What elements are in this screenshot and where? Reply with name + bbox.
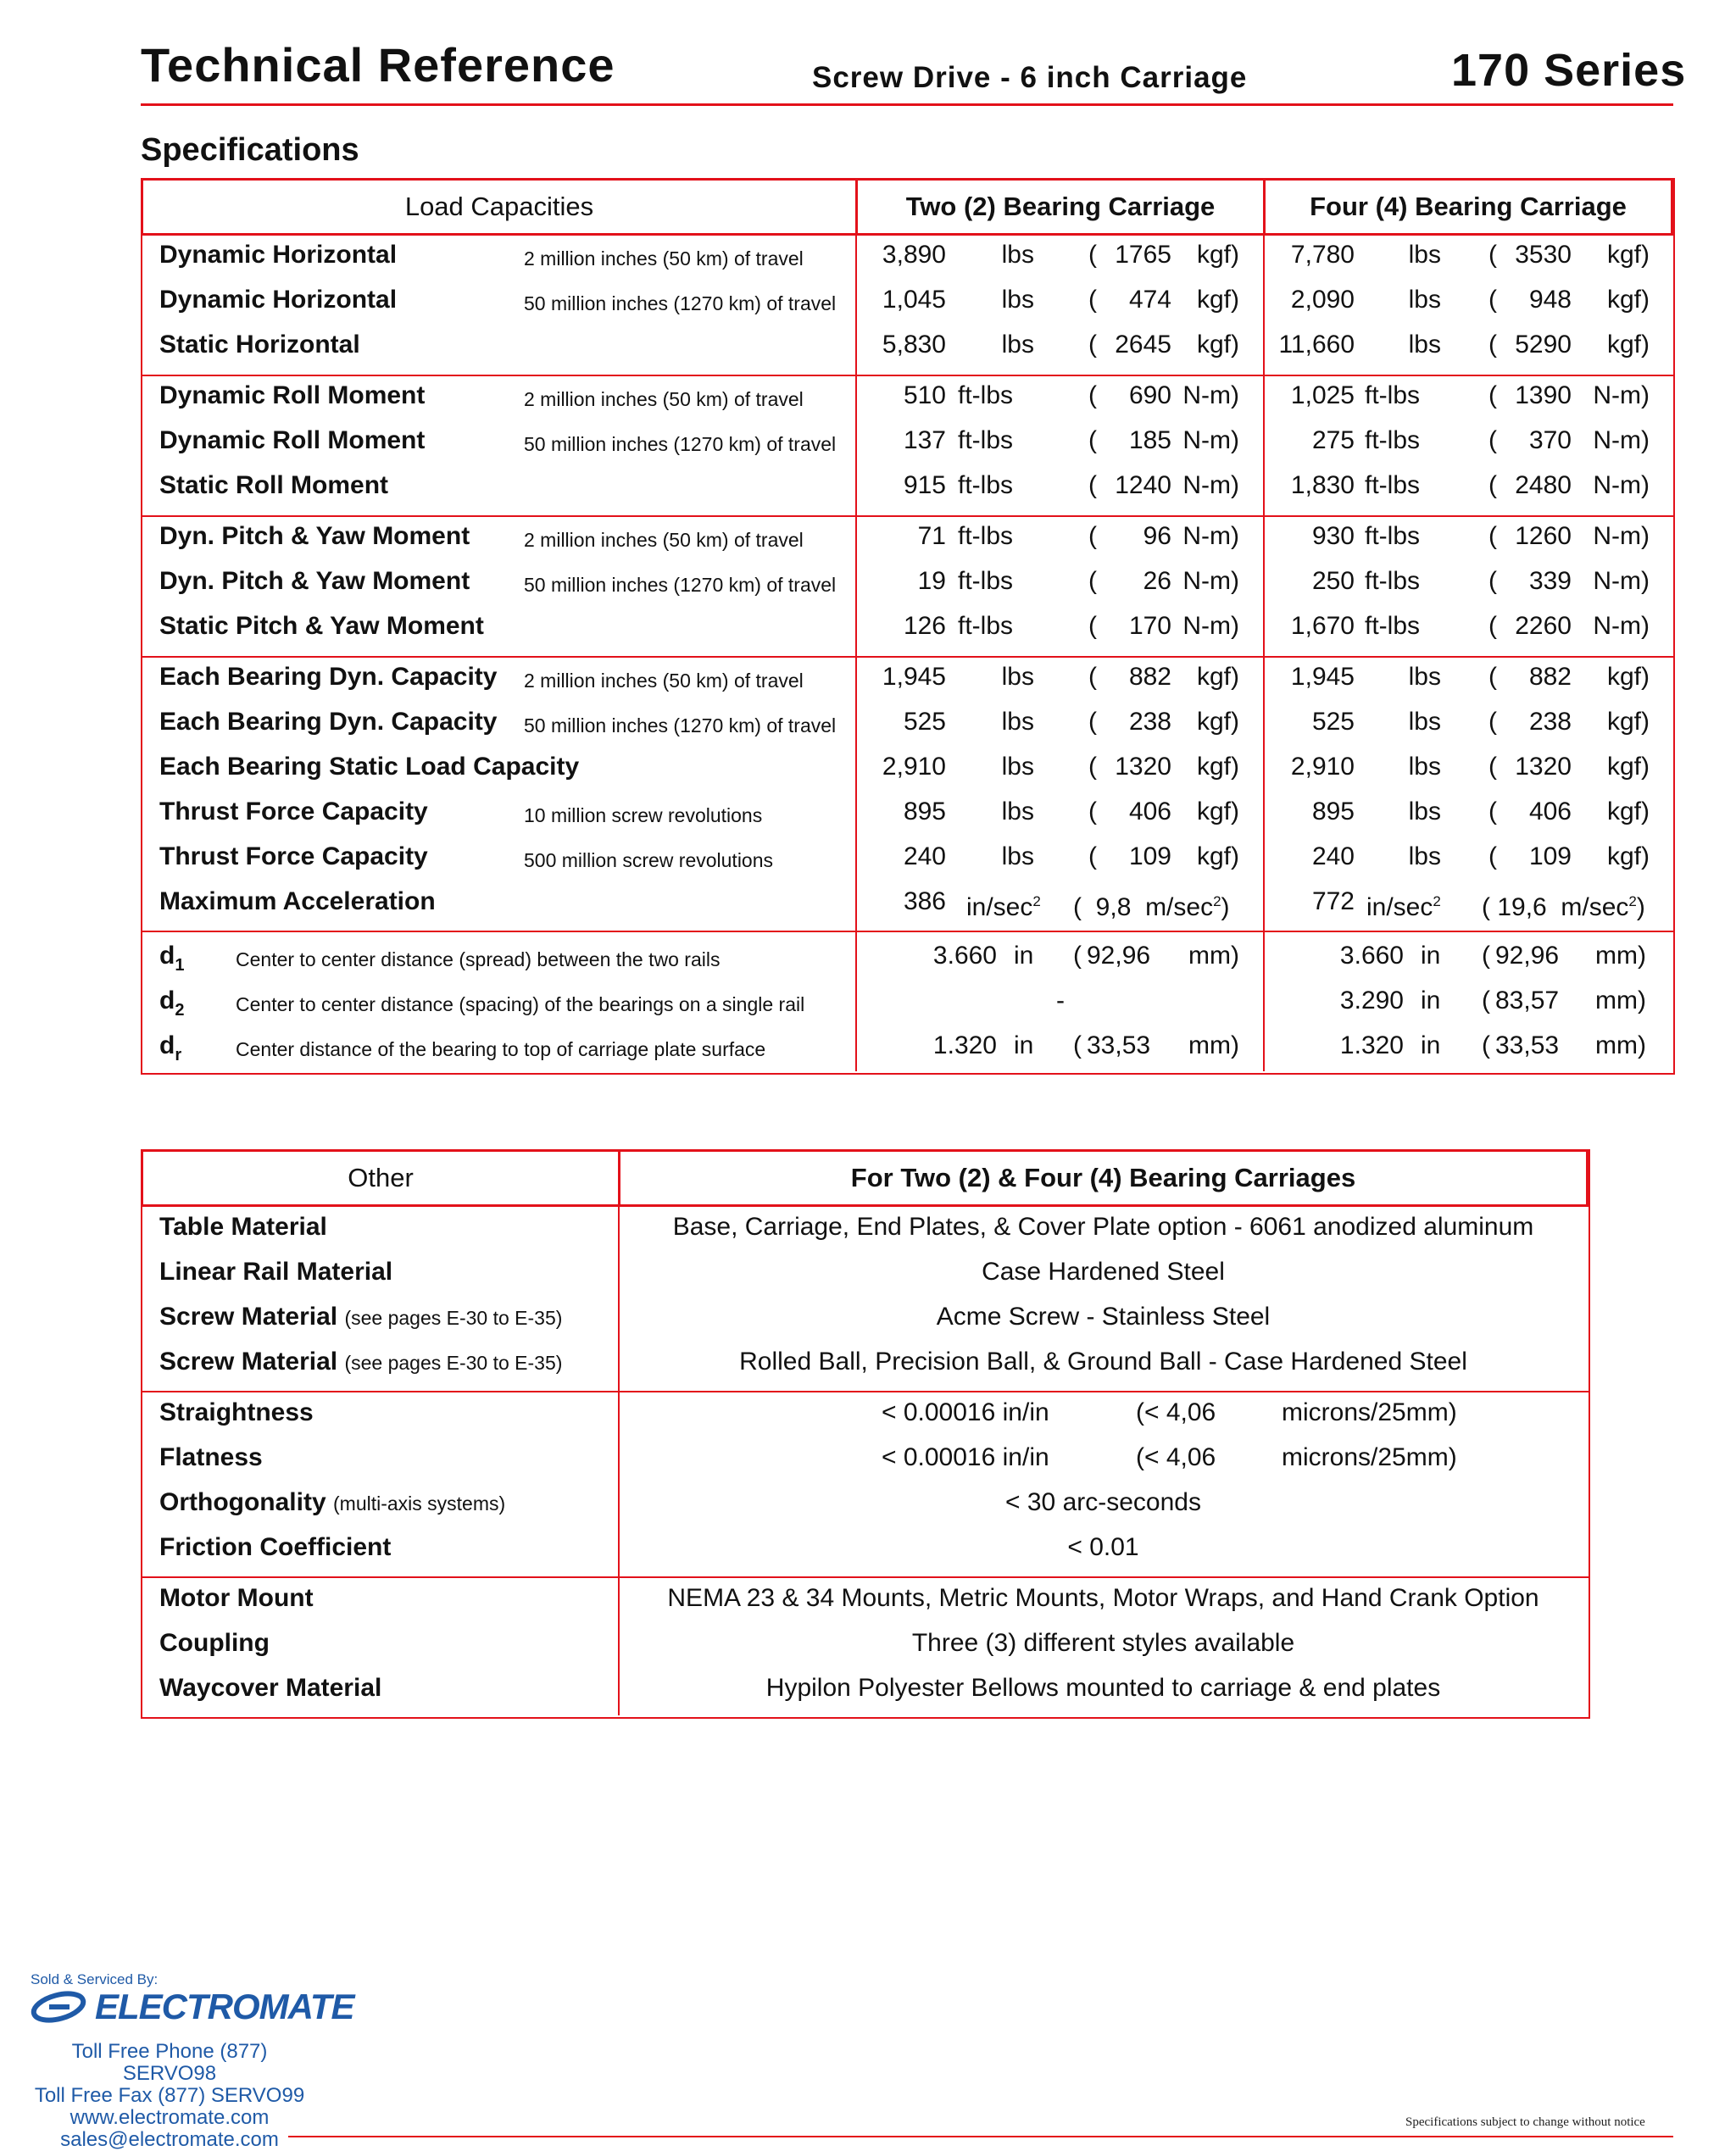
other-row-value: Hypilon Polyester Bellows mounted to carriage & end plates <box>765 1674 1441 1702</box>
other-value-metric-unit: microns/25mm) <box>1282 1443 1457 1471</box>
two-metric-value: 1240 <box>1115 471 1171 499</box>
dim-symbol: $d_1$ <box>159 942 185 975</box>
four-metric-unit: kgf) <box>1606 798 1650 825</box>
two-unit: $in/\sec^2$ <box>966 893 1041 921</box>
two-metric-unit: kgf) <box>1196 708 1239 736</box>
paren: ( <box>1488 663 1497 691</box>
contact-block <box>25 2041 314 2151</box>
two-metric-value: 882 <box>1128 663 1171 691</box>
row-label: Dynamic Roll Moment <box>159 426 426 454</box>
paren: ( <box>1088 522 1097 550</box>
other-row-label: Table Material <box>159 1213 327 1241</box>
other-value-metric: (< 4,06 <box>1136 1398 1216 1426</box>
other-row-label: Waycover Material <box>159 1674 382 1702</box>
divider <box>141 515 1673 517</box>
four-unit: ft-lbs <box>1365 381 1421 409</box>
paren: ( <box>1482 1031 1490 1059</box>
paren: ( <box>1488 381 1497 409</box>
paren: ( <box>1073 942 1082 970</box>
row-label: Static Roll Moment <box>159 471 389 499</box>
four-value: 3.660 <box>1339 942 1404 970</box>
two-metric-unit: kgf) <box>1196 241 1239 269</box>
four-value: 11,660 <box>1278 331 1355 358</box>
paren: ( <box>1088 753 1097 781</box>
four-value: 2,910 <box>1290 753 1355 781</box>
two-metric-unit: kgf) <box>1196 286 1239 314</box>
two-value: 895 <box>903 798 946 825</box>
two-metric-unit: N-m) <box>1182 522 1239 550</box>
two-metric-value: 170 <box>1128 612 1171 640</box>
row-label: Thrust Force Capacity <box>159 798 428 825</box>
four-value: 1,025 <box>1290 381 1355 409</box>
four-unit: in <box>1421 942 1441 970</box>
four-value: 250 <box>1311 567 1355 595</box>
two-metric-value: 26 <box>1143 567 1171 595</box>
other-row-label: Orthogonality (multi-axis systems) <box>159 1488 506 1516</box>
row-label: Dynamic Horizontal <box>159 241 398 269</box>
four-value: 930 <box>1311 522 1355 550</box>
header-rule <box>141 103 1673 106</box>
two-unit: lbs <box>1001 798 1034 825</box>
paren: ( <box>1488 471 1497 499</box>
two-metric-unit: kgf) <box>1196 842 1239 870</box>
paren: ( <box>1482 942 1490 970</box>
paren: ( <box>1088 241 1097 269</box>
four-unit: ft-lbs <box>1365 426 1421 454</box>
row-note: 50 million inches (1270 km) of travel <box>524 714 837 736</box>
four-value: 275 <box>1311 426 1355 454</box>
four-mm-unit: mm) <box>1595 942 1646 970</box>
row-label: Thrust Force Capacity <box>159 842 428 870</box>
paren: ( <box>1488 798 1497 825</box>
other-value-imperial: < 0.00016 in/in <box>882 1398 1049 1426</box>
four-metric-value: 882 <box>1528 663 1572 691</box>
four-metric-unit: kgf) <box>1606 286 1650 314</box>
two-value: 1,945 <box>882 663 946 691</box>
four-metric-value: 1320 <box>1515 753 1572 781</box>
row-label: Each Bearing Dyn. Capacity <box>159 663 498 691</box>
two-unit: ft-lbs <box>958 567 1014 595</box>
four-unit: ft-lbs <box>1365 567 1421 595</box>
two-unit: ft-lbs <box>958 522 1014 550</box>
two-unit: lbs <box>1001 241 1034 269</box>
other-row-value: NEMA 23 & 34 Mounts, Metric Mounts, Motor Wraps, and Hand Crank Option <box>667 1584 1539 1612</box>
page-title: Technical Reference <box>141 38 615 92</box>
four-metric-unit: kgf) <box>1606 241 1650 269</box>
four-unit: lbs <box>1408 842 1441 870</box>
other-row-value: Acme Screw - Stainless Steel <box>936 1303 1271 1331</box>
other-row-value: Base, Carriage, End Plates, & Cover Plate option - 6061 anodized aluminum <box>672 1213 1534 1241</box>
series-label: 170 Series <box>1451 45 1687 96</box>
paren: ( <box>1488 241 1497 269</box>
four-value: 895 <box>1311 798 1355 825</box>
two-value: 915 <box>903 471 946 499</box>
col-header-two: Two (2) Bearing Carriage <box>855 178 1266 236</box>
other-row-value: Rolled Ball, Precision Ball, & Ground Ball - Case Hardened Steel <box>739 1348 1467 1376</box>
email-link[interactable]: sales@electromate.com <box>60 2128 279 2151</box>
two-unit: lbs <box>1001 331 1034 358</box>
row-label: Maximum Acceleration <box>159 887 436 915</box>
four-unit: lbs <box>1408 798 1441 825</box>
four-unit: lbs <box>1408 663 1441 691</box>
two-dash: - <box>1056 987 1065 1014</box>
two-value: 525 <box>903 708 946 736</box>
row-label: Dyn. Pitch & Yaw Moment <box>159 522 470 550</box>
two-value: 1,045 <box>882 286 946 314</box>
two-metric: ( 9,8 $m/\sec^2$) <box>1073 893 1230 921</box>
four-unit: lbs <box>1408 241 1441 269</box>
paren: ( <box>1488 842 1497 870</box>
paren: ( <box>1488 286 1497 314</box>
dim-description: Center to center distance (spacing) of the bearings on a single rail <box>236 993 805 1015</box>
company-logo <box>31 1987 354 2027</box>
two-metric-unit: N-m) <box>1182 612 1239 640</box>
four-metric-unit: N-m) <box>1593 567 1650 595</box>
two-value: 71 <box>917 522 946 550</box>
row-label: Each Bearing Dyn. Capacity <box>159 708 498 736</box>
four-mm: 33,53 <box>1495 1031 1560 1059</box>
four-metric-value: 2260 <box>1515 612 1572 640</box>
two-value: 240 <box>903 842 946 870</box>
divider <box>141 1576 1589 1578</box>
two-metric-unit: kgf) <box>1196 753 1239 781</box>
paren: ( <box>1088 842 1097 870</box>
two-metric-value: 96 <box>1143 522 1171 550</box>
paren: ( <box>1482 987 1490 1014</box>
sold-by-label: Sold & Serviced By: <box>31 1971 159 1987</box>
other-row-label: Coupling <box>159 1629 270 1657</box>
two-value: 1.320 <box>932 1031 997 1059</box>
other-row-label: Motor Mount <box>159 1584 314 1612</box>
two-mm-unit: mm) <box>1188 1031 1239 1059</box>
four-metric-value: 370 <box>1528 426 1572 454</box>
other-row-label: Friction Coefficient <box>159 1533 392 1561</box>
row-note: 2 million inches (50 km) of travel <box>524 529 804 551</box>
four-mm-unit: mm) <box>1595 1031 1646 1059</box>
two-unit: lbs <box>1001 286 1034 314</box>
other-row-label: Screw Material (see pages E-30 to E-35) <box>159 1348 563 1376</box>
four-value: 1.320 <box>1339 1031 1404 1059</box>
row-label: Static Pitch & Yaw Moment <box>159 612 484 640</box>
two-unit: ft-lbs <box>958 471 1014 499</box>
four-value: 2,090 <box>1290 286 1355 314</box>
divider <box>141 931 1673 932</box>
two-metric-unit: N-m) <box>1182 471 1239 499</box>
divider <box>141 1391 1589 1392</box>
col-header-four: Four (4) Bearing Carriage <box>1263 178 1673 236</box>
row-note: 500 million screw revolutions <box>524 849 774 871</box>
paren: ( <box>1488 331 1497 358</box>
paren: ( <box>1088 708 1097 736</box>
divider <box>141 656 1673 658</box>
two-metric-unit: N-m) <box>1182 567 1239 595</box>
dim-symbol: $d_r$ <box>159 1031 182 1064</box>
other-row-label: Flatness <box>159 1443 263 1471</box>
row-note: 50 million inches (1270 km) of travel <box>524 574 837 596</box>
four-value: 240 <box>1311 842 1355 870</box>
two-unit: lbs <box>1001 663 1034 691</box>
four-value: 7,780 <box>1290 241 1355 269</box>
two-metric-value: 406 <box>1128 798 1171 825</box>
two-metric-value: 474 <box>1128 286 1171 314</box>
dim-symbol: $d_2$ <box>159 987 185 1020</box>
footer-rule <box>288 2136 1673 2137</box>
row-note: 50 million inches (1270 km) of travel <box>524 292 837 314</box>
two-unit: lbs <box>1001 842 1034 870</box>
two-unit: lbs <box>1001 753 1034 781</box>
col-header-both: For Two (2) & Four (4) Bearing Carriages <box>618 1149 1589 1207</box>
row-label: Each Bearing Static Load Capacity <box>159 753 580 781</box>
two-unit: in <box>1014 942 1034 970</box>
four-metric: ( 19,6 $m/\sec^2$) <box>1482 893 1645 921</box>
row-note: 2 million inches (50 km) of travel <box>524 388 804 410</box>
two-metric-value: 690 <box>1128 381 1171 409</box>
other-row-label: Linear Rail Material <box>159 1258 393 1286</box>
four-metric-unit: kgf) <box>1606 331 1650 358</box>
four-metric-value: 5290 <box>1515 331 1572 358</box>
two-metric-unit: kgf) <box>1196 798 1239 825</box>
four-metric-value: 2480 <box>1515 471 1572 499</box>
four-unit: $in/\sec^2$ <box>1366 893 1441 921</box>
section-title: Specifications <box>141 132 359 168</box>
two-metric-value: 2645 <box>1115 331 1171 358</box>
dim-description: Center distance of the bearing to top of carriage plate surface <box>236 1038 766 1060</box>
two-value: 386 <box>903 887 946 915</box>
four-metric-value: 406 <box>1528 798 1572 825</box>
two-unit: ft-lbs <box>958 612 1014 640</box>
row-note: 50 million inches (1270 km) of travel <box>524 433 837 455</box>
other-value-metric-unit: microns/25mm) <box>1282 1398 1457 1426</box>
four-unit: in <box>1421 1031 1441 1059</box>
four-value: 772 <box>1311 887 1355 915</box>
paren: ( <box>1088 663 1097 691</box>
four-mm: 92,96 <box>1495 942 1560 970</box>
other-row-value: Three (3) different styles available <box>911 1629 1295 1657</box>
four-metric-unit: kgf) <box>1606 708 1650 736</box>
paren: ( <box>1088 798 1097 825</box>
two-metric-value: 109 <box>1128 842 1171 870</box>
two-metric-unit: kgf) <box>1196 663 1239 691</box>
other-row-value: < 0.01 <box>1067 1533 1139 1561</box>
row-label: Static Horizontal <box>159 331 360 358</box>
two-metric-unit: N-m) <box>1182 381 1239 409</box>
four-unit: lbs <box>1408 286 1441 314</box>
divider <box>855 236 857 1071</box>
row-note: 10 million screw revolutions <box>524 804 763 826</box>
other-row-label: Screw Material (see pages E-30 to E-35) <box>159 1303 563 1331</box>
four-metric-value: 238 <box>1528 708 1572 736</box>
two-value: 126 <box>903 612 946 640</box>
paren: ( <box>1088 331 1097 358</box>
two-metric-unit: N-m) <box>1182 426 1239 454</box>
website-link[interactable]: www.electromate.com <box>70 2106 270 2129</box>
other-value-imperial: < 0.00016 in/in <box>882 1443 1049 1471</box>
four-mm: 83,57 <box>1495 987 1560 1014</box>
col-header-load: Load Capacities <box>141 178 858 236</box>
two-value: 2,910 <box>882 753 946 781</box>
four-metric-value: 1260 <box>1515 522 1572 550</box>
paren: ( <box>1088 567 1097 595</box>
paren: ( <box>1488 567 1497 595</box>
two-value: 3.660 <box>932 942 997 970</box>
row-label: Dynamic Roll Moment <box>159 381 426 409</box>
two-value: 3,890 <box>882 241 946 269</box>
other-row-label: Straightness <box>159 1398 314 1426</box>
paren: ( <box>1088 381 1097 409</box>
company-name: ELECTROMATE <box>95 1987 354 2026</box>
two-unit: ft-lbs <box>958 381 1014 409</box>
paren: ( <box>1488 426 1497 454</box>
four-metric-value: 109 <box>1528 842 1572 870</box>
four-unit: ft-lbs <box>1365 522 1421 550</box>
four-metric-unit: N-m) <box>1593 381 1650 409</box>
four-mm-unit: mm) <box>1595 987 1646 1014</box>
paren: ( <box>1488 708 1497 736</box>
four-value: 3.290 <box>1339 987 1404 1014</box>
two-mm: 33,53 <box>1087 1031 1151 1059</box>
two-unit: lbs <box>1001 708 1034 736</box>
four-value: 1,830 <box>1290 471 1355 499</box>
row-label: Dynamic Horizontal <box>159 286 398 314</box>
paren: ( <box>1088 612 1097 640</box>
four-metric-unit: N-m) <box>1593 612 1650 640</box>
two-metric-value: 238 <box>1128 708 1171 736</box>
phone: Toll Free Phone (877) SERVO98 <box>71 2040 268 2085</box>
two-value: 510 <box>903 381 946 409</box>
four-unit: lbs <box>1408 708 1441 736</box>
row-note: 2 million inches (50 km) of travel <box>524 670 804 692</box>
four-value: 1,670 <box>1290 612 1355 640</box>
dim-description: Center to center distance (spread) between the two rails <box>236 948 721 970</box>
fax: Toll Free Fax (877) SERVO99 <box>34 2084 305 2107</box>
four-metric-unit: N-m) <box>1593 471 1650 499</box>
four-metric-value: 1390 <box>1515 381 1572 409</box>
two-metric-unit: kgf) <box>1196 331 1239 358</box>
four-unit: lbs <box>1408 331 1441 358</box>
paren: ( <box>1488 522 1497 550</box>
two-mm: 92,96 <box>1087 942 1151 970</box>
two-metric-value: 1320 <box>1115 753 1171 781</box>
two-unit: ft-lbs <box>958 426 1014 454</box>
four-unit: ft-lbs <box>1365 471 1421 499</box>
col-header-other: Other <box>141 1149 620 1207</box>
divider <box>141 375 1673 376</box>
other-row-value: < 30 arc-seconds <box>1005 1488 1201 1516</box>
four-metric-unit: kgf) <box>1606 842 1650 870</box>
four-value: 525 <box>1311 708 1355 736</box>
two-value: 19 <box>917 567 946 595</box>
paren: ( <box>1088 426 1097 454</box>
four-metric-value: 339 <box>1528 567 1572 595</box>
four-metric-unit: kgf) <box>1606 663 1650 691</box>
four-metric-unit: N-m) <box>1593 522 1650 550</box>
four-metric-value: 3530 <box>1515 241 1572 269</box>
two-value: 5,830 <box>882 331 946 358</box>
four-metric-unit: N-m) <box>1593 426 1650 454</box>
paren: ( <box>1073 1031 1082 1059</box>
paren: ( <box>1488 753 1497 781</box>
four-unit: lbs <box>1408 753 1441 781</box>
electromate-logo-icon <box>31 1990 86 2024</box>
four-metric-value: 948 <box>1528 286 1572 314</box>
four-unit: ft-lbs <box>1365 612 1421 640</box>
paren: ( <box>1488 612 1497 640</box>
paren: ( <box>1088 286 1097 314</box>
four-metric-unit: kgf) <box>1606 753 1650 781</box>
four-value: 1,945 <box>1290 663 1355 691</box>
row-note: 2 million inches (50 km) of travel <box>524 247 804 270</box>
other-row-value: Case Hardened Steel <box>982 1258 1225 1286</box>
paren: ( <box>1088 471 1097 499</box>
two-value: 137 <box>903 426 946 454</box>
page-subtitle: Screw Drive - 6 inch Carriage <box>812 61 1248 94</box>
divider <box>1263 236 1265 1071</box>
two-mm-unit: mm) <box>1188 942 1239 970</box>
row-label: Dyn. Pitch & Yaw Moment <box>159 567 470 595</box>
two-metric-value: 185 <box>1128 426 1171 454</box>
four-unit: in <box>1421 987 1441 1014</box>
two-unit: in <box>1014 1031 1034 1059</box>
footnote: Specifications subject to change without notice <box>1405 2115 1645 2129</box>
other-value-metric: (< 4,06 <box>1136 1443 1216 1471</box>
two-metric-value: 1765 <box>1115 241 1171 269</box>
